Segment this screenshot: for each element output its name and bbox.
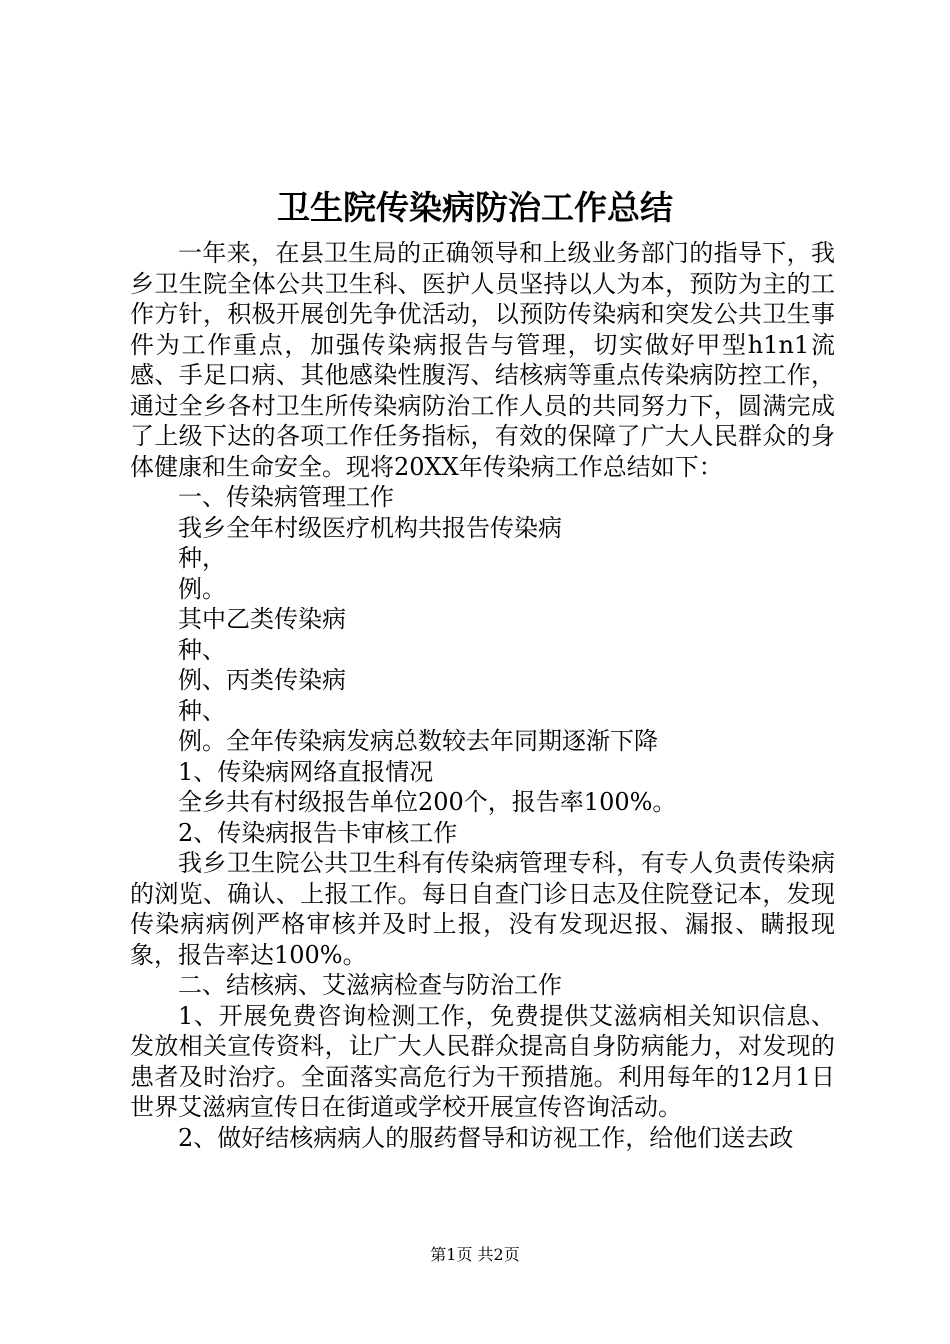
body-paragraph: 2、做好结核病病人的服药督导和访视工作，给他们送去政	[178, 1123, 794, 1152]
document-title: 卫生院传染病防治工作总结	[277, 188, 673, 227]
body-line: 例。	[178, 574, 226, 603]
body-line: 其中乙类传染病	[178, 605, 346, 633]
body-line: 全乡共有村级报告单位200个，报告率100%。	[178, 788, 677, 816]
intro-paragraph: 一年来，在县卫生局的正确领导和上级业务部门的指导下，我乡卫生院全体公共卫生科、医护人员坚持以人为本，预防为主的工作方针，积极开展创先争优活动，以预防传染病和突发公共卫生事件为工作重点，加强传染病报告与管理，切实做好甲型h1n1流感、手足口病、其他感染性腹泻、结核病等重点传染病防控工作，通过全乡各村卫生所传染病防治工作人员的共同努力下，圆满完成了上级下达的各项工作任务指标，有效的保障了广大人民群众的身体健康和生命安全。现将20XX年传染病工作总结如下：	[130, 239, 835, 481]
body-paragraph: 我乡卫生院公共卫生科有传染病管理专科，有专人负责传染病的浏览、确认、上报工作。每日自查门诊日志及住院登记本，发现传染病病例严格审核并及时上报，没有发现迟报、漏报、瞒报现象，报告率达100%。	[130, 849, 835, 969]
body-line: 例、丙类传染病	[178, 666, 346, 694]
section-heading-2: 二、结核病、艾滋病检查与防治工作	[178, 971, 562, 999]
page-footer: 第1页 共2页	[430, 1245, 520, 1264]
body-paragraph: 1、开展免费咨询检测工作，免费提供艾滋病相关知识信息、发放相关宣传资料，让广大人民群众提高自身防病能力，对发现的患者及时治疗。全面落实高危行为干预措施。利用每年的12月1日世界艾滋病宣传日在街道或学校开展宣传咨询活动。	[130, 1001, 835, 1121]
section-heading-1: 一、传染病管理工作	[178, 483, 394, 511]
body-line: 种，	[178, 544, 226, 572]
body-line: 我乡全年村级医疗机构共报告传染病	[178, 513, 562, 542]
subsection-heading: 1、传染病网络直报情况	[178, 757, 434, 786]
document-body	[130, 238, 835, 1153]
body-line: 种、	[178, 696, 226, 725]
subsection-heading: 2、传染病报告卡审核工作	[178, 818, 458, 847]
body-line: 种、	[178, 635, 226, 664]
body-line: 例。全年传染病发病总数较去年同期逐渐下降	[178, 727, 658, 755]
